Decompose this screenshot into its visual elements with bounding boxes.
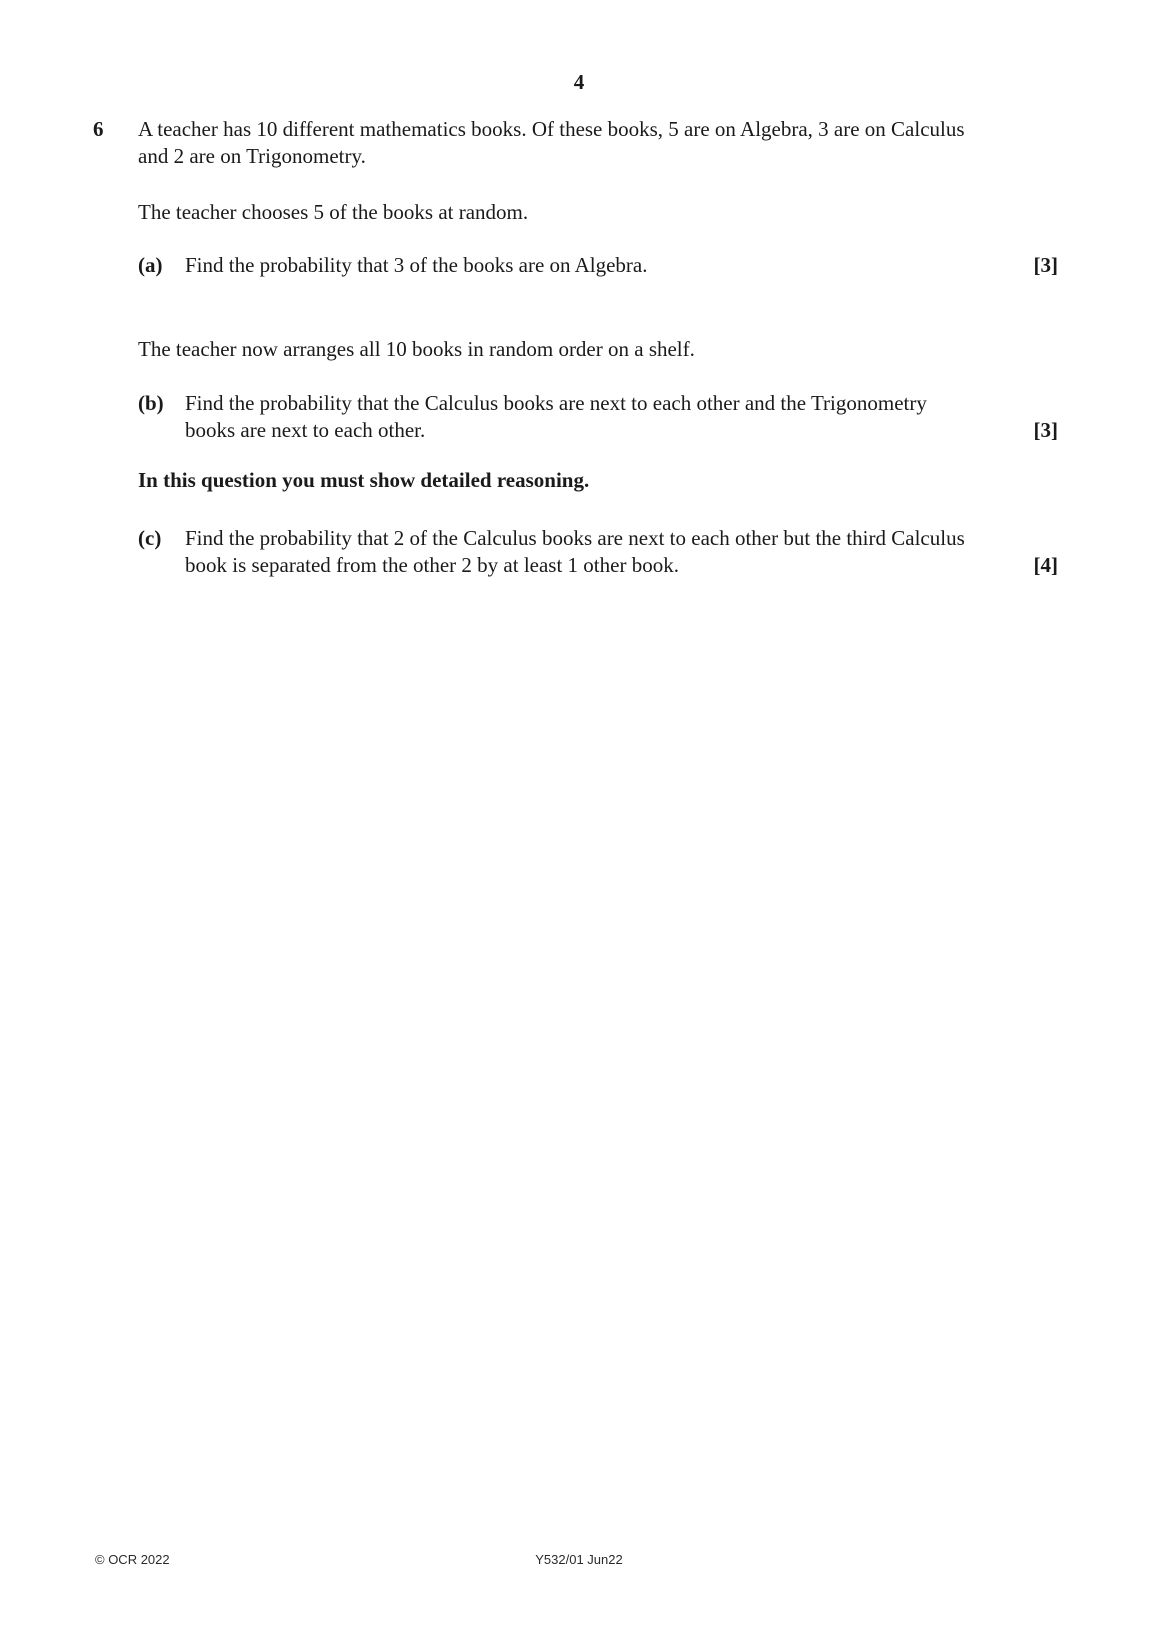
question-intro-text — [138, 116, 965, 170]
page-number: 4 — [573, 70, 585, 94]
footer-doc-ref: Y532/01 Jun22 — [535, 1552, 623, 1567]
intro-line-1: A teacher has 10 different mathematics books. Of these books, 5 are on Algebra, 3 are on Calculus — [138, 117, 965, 141]
part-c — [138, 525, 1058, 579]
part-a-text: Find the probability that 3 of the books are on Algebra. — [185, 253, 648, 277]
question-number: 6 — [93, 117, 104, 141]
part-b-text: Find the probability that the Calculus books are next to each other and the Trigonometry books are next to each other. — [185, 391, 927, 442]
footer-copyright: © OCR 2022 — [95, 1552, 170, 1567]
part-c-mark: [4] — [1033, 553, 1058, 577]
part-a — [138, 252, 1058, 279]
part-b — [138, 390, 1058, 444]
part-c-label: (c) — [138, 526, 162, 550]
part-b-label: (b) — [138, 391, 164, 415]
arrange-paragraph: The teacher now arranges all 10 books in random order on a shelf. — [138, 337, 695, 361]
part-b-mark: [3] — [1033, 418, 1058, 442]
part-a-mark: [3] — [1033, 253, 1058, 277]
choose-paragraph: The teacher chooses 5 of the books at random. — [138, 200, 529, 224]
reasoning-note: In this question you must show detailed reasoning. — [138, 468, 590, 492]
intro-line-2: and 2 are on Trigonometry. — [138, 144, 366, 168]
question-intro — [93, 116, 1058, 170]
part-c-text: Find the probability that 2 of the Calculus books are next to each other but the third Calculus book is separated from the other 2 by at least 1 other book. — [185, 526, 965, 577]
part-a-label: (a) — [138, 253, 163, 277]
